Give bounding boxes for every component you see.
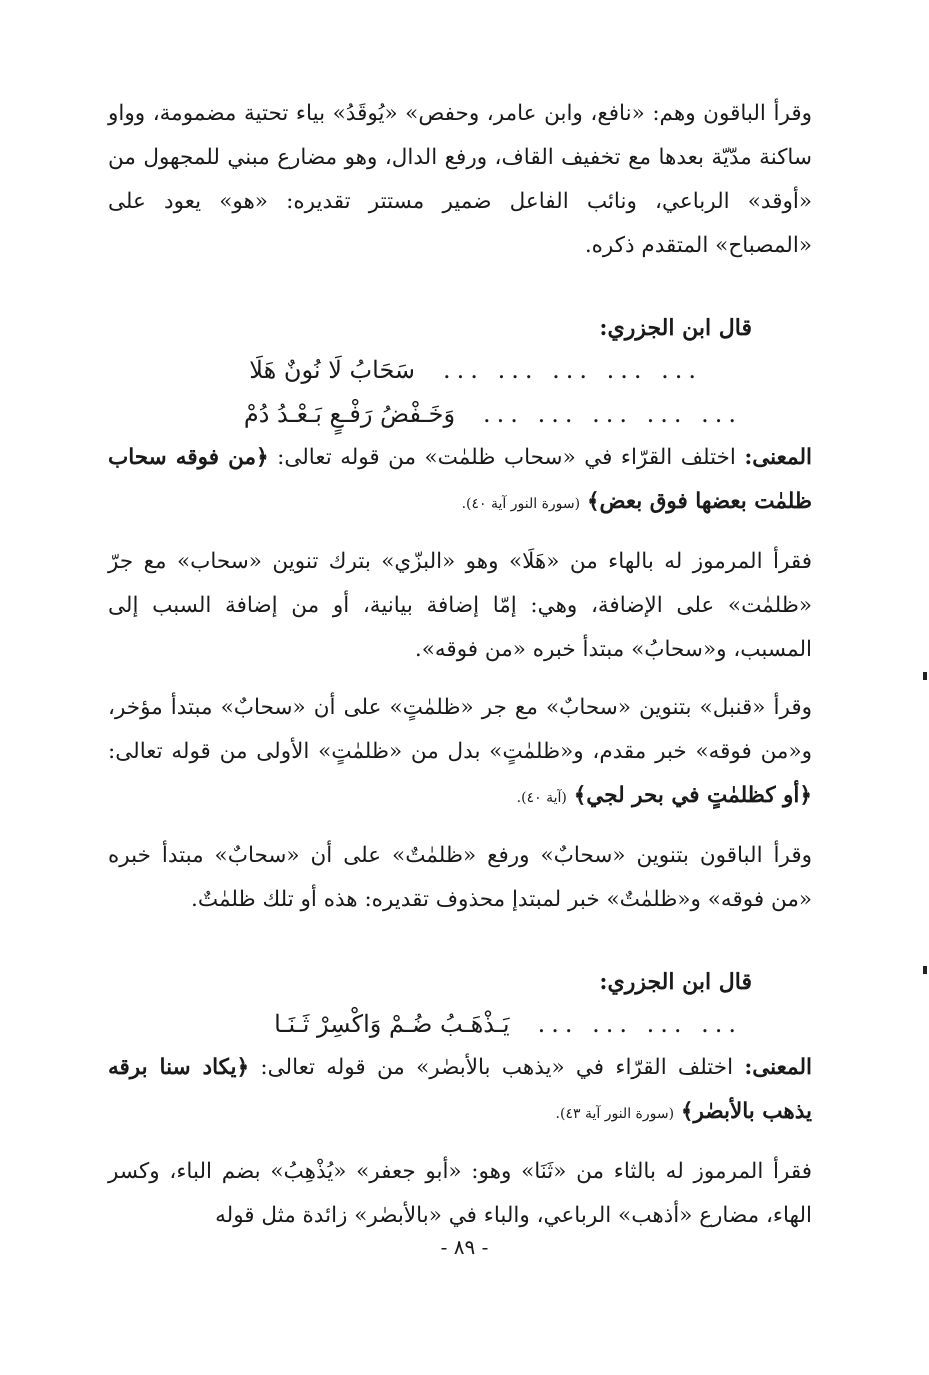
paragraph-text: وقرأ «قنبل» بتنوين «سحابٌ» مع جر «ظلمٰتٍ» على أن «سحابٌ» مبتدأ مؤخر، و«من فوقه» خبر مقدم، و«ظلمٰتٍ» بدل من «ظلمٰتٍ» الأولى من قوله تعالى: bbox=[108, 695, 812, 764]
verse-words: سَحَابُ لَا نُونٌ هَلَا bbox=[249, 356, 416, 384]
verse-dots: ... ... ... ... ... bbox=[483, 400, 742, 428]
meaning-paragraph-2 bbox=[108, 1046, 812, 1136]
verse-line-2 bbox=[108, 392, 812, 436]
page-number: - ٨٩ - bbox=[440, 1235, 489, 1259]
verse-dots: ... ... ... ... ... bbox=[443, 356, 702, 384]
verse-reference: (سورة النور آية ٤٣). bbox=[555, 1106, 675, 1122]
meaning-paragraph-1 bbox=[108, 436, 812, 526]
page-content bbox=[108, 92, 812, 1238]
paragraph-intro: وقرأ الباقون وهم: «نافع، وابن عامر، وحفص» «يُوقَدُ» بياء تحتية مضمومة، وواو ساكنة مدّيّة بعدها مع تخفيف القاف، ورفع الدال، وهو مضارع مبني للمجهول من «أوقد» الرباعي، ونائب الفاعل ضمير مستتر تقديره: «هو» يعود على «المصباح» المتقدم ذكره. bbox=[108, 101, 812, 258]
verse-line-3 bbox=[108, 1002, 812, 1046]
edge-mark bbox=[923, 672, 927, 680]
section-heading-2: قال ابن الجزري: bbox=[599, 969, 752, 995]
quran-verse: ﴿أو كظلمٰتٍ في بحر لجي﴾ bbox=[573, 783, 812, 808]
verse-reference: (سورة النور آية ٤٠). bbox=[461, 496, 581, 512]
meaning-label: المعنى: bbox=[744, 445, 812, 470]
edge-mark bbox=[923, 966, 927, 974]
verse-dots: ... ... ... ... bbox=[537, 1010, 742, 1038]
verse-words: يَـذْهَـبُ ضُـمْ وَاكْسِرْ ثَـنَـا bbox=[274, 1010, 510, 1038]
paragraph-abu-jafar: فقرأ المرموز له بالثاء من «ثَنَا» وهو: «أبو جعفر» «يُذْهِبُ» بضم الباء، وكسر الهاء، مضارع «أذهب» الرباعي، والباء في «بالأبصٰر» زائدة مثل قوله bbox=[108, 1159, 812, 1228]
section-heading-1: قال ابن الجزري: bbox=[599, 315, 752, 341]
paragraph-bazzi: فقرأ المرموز له بالهاء من «هَلَا» وهو «البزّي» بترك تنوين «سحاب» مع جرّ «ظلمٰت» على الإضافة، وهي: إمّا إضافة بيانية، أو من إضافة السبب إلى المسبب، و«سحابُ» مبتدأ خبره «من فوقه». bbox=[108, 549, 812, 662]
paragraph-baqun: وقرأ الباقون بتنوين «سحابٌ» ورفع «ظلمٰتٌ» على أن «سحابٌ» مبتدأ خبره «من فوقه» و«ظلمٰتٌ» خبر لمبتدإ محذوف تقديره: هذه أو تلك ظلمٰتٌ. bbox=[108, 843, 812, 912]
meaning-text: اختلف القرّاء في «يذهب بالأبصٰر» من قوله تعالى: bbox=[260, 1055, 734, 1080]
verse-words: وَخَـفْضُ رَفْـعٍ بَـعْـدُ دُمْ bbox=[243, 400, 456, 428]
verse-reference: (آية ٤٠). bbox=[516, 790, 567, 806]
verse-line-1 bbox=[108, 348, 812, 392]
quran-verse: ﴿من فوقه سحاب ظلمٰت بعضها فوق بعض﴾ bbox=[108, 445, 812, 514]
paragraph-qunbul bbox=[108, 686, 812, 820]
meaning-text: اختلف القرّاء في «سحاب ظلمٰت» من قوله تعالى: bbox=[277, 445, 736, 470]
meaning-label: المعنى: bbox=[744, 1055, 812, 1080]
quran-verse: ﴿يكاد سنا برقه يذهب بالأبصٰر﴾ bbox=[108, 1055, 812, 1124]
